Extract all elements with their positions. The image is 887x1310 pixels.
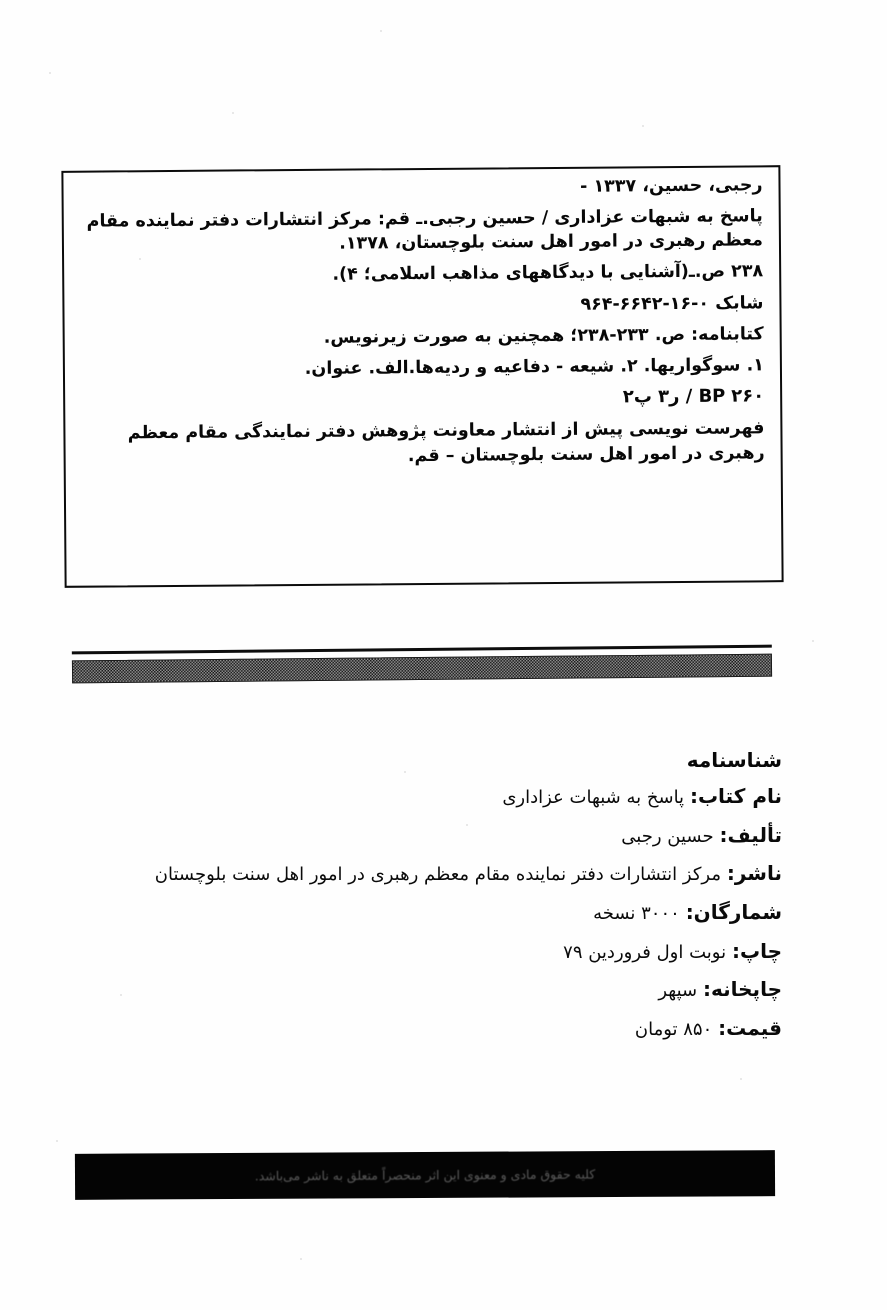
colophon-label-printing-house: چاپخانه:	[703, 977, 782, 1002]
colophon-value-printing-house: سپهر	[658, 980, 698, 1002]
colophon-label-book-title: نام کتاب:	[689, 784, 782, 808]
cip-prepublication-note: فهرست نویسی پیش از انتشار معاونت پژوهش دفتر نمایندگی مقام معظم رهبری در امور اهل سنت بلوچستان – قم.	[127, 418, 765, 466]
colophon-label-edition: چاپ:	[731, 938, 782, 963]
divider-group	[72, 645, 772, 692]
colophon-row-publisher	[82, 861, 782, 887]
colophon-value-book-title: پاسخ به شبهات عزاداری	[502, 787, 685, 808]
cip-collation: ۲۳۸ ص.ـ(آشنایی با دیدگاههای مذاهب اسلامی؛ ۴).	[332, 261, 764, 286]
cip-bibliography-note: کتابنامه: ص. ۲۳۳-۲۳۸؛ همچنین به صورت زیرنویس.	[323, 324, 764, 348]
cip-call-number: BP ۲۶۰ / ر۳ پ۲	[622, 385, 765, 408]
scan-speckle	[642, 125, 644, 127]
scan-speckle	[300, 1258, 302, 1260]
colophon-heading: شناسنامه	[686, 748, 782, 772]
colophon-row-print-run	[82, 900, 782, 926]
colophon-value-print-run: ۳۰۰۰ نسخه	[593, 903, 680, 925]
copyright-footer-bar	[75, 1150, 775, 1200]
scan-speckle	[380, 30, 382, 32]
colophon-label-author: تألیف:	[719, 822, 782, 847]
cip-box-content	[61, 165, 783, 588]
colophon-row-book-title	[82, 784, 782, 810]
colophon-row-edition	[82, 939, 782, 965]
colophon-value-publisher: مرکز انتشارات دفتر نمایندە مقام معظم رهبری در امور اهل سنت بلوچستان	[154, 864, 721, 886]
divider-rule	[72, 645, 772, 655]
scan-speckle	[740, 1078, 742, 1080]
halftone-divider-bar	[72, 654, 772, 684]
colophon-value-price: ۸۵۰ تومان	[634, 1019, 713, 1041]
colophon-row-price	[82, 1016, 782, 1042]
colophon-row-printing-house	[82, 977, 782, 1003]
colophon-block	[82, 748, 782, 1055]
scan-speckle	[56, 1140, 58, 1142]
colophon-value-edition: نوبت اول فروردین ۷۹	[563, 941, 727, 963]
cip-subject-headings: ۱. سوگواریها. ۲. شیعه - دفاعیه و ردیه‌ها.الف. عنوان.	[304, 355, 764, 379]
colophon-row-author	[82, 823, 782, 849]
colophon-label-print-run: شمارگان:	[685, 900, 782, 925]
colophon-label-publisher: ناشر:	[726, 861, 782, 886]
colophon-value-author: حسین رجبی	[621, 825, 714, 847]
scan-speckle	[812, 640, 814, 642]
cip-isbn: شابک ۰-۱۶-۶۶۴۲-۹۶۴	[580, 292, 764, 315]
scan-speckle	[232, 112, 234, 114]
cip-title-statement: پاسخ به شبهات عزاداری / حسین رجبی.ـ قم: مرکز انتشارات دفتر نماینده مقام معظم رهبری در امور اهل سنت بلوچستان، ۱۳۷۸.	[86, 206, 764, 254]
scan-speckle	[49, 72, 51, 74]
colophon-label-price: قیمت:	[718, 1016, 782, 1041]
cip-author-heading: رجبی، حسین، ۱۳۳۷ -	[580, 175, 763, 197]
copyright-notice-text: کلیه حقوق مادی و معنوی این اثر منحصراً متعلق به ناشر می‌باشد.	[254, 1166, 596, 1184]
